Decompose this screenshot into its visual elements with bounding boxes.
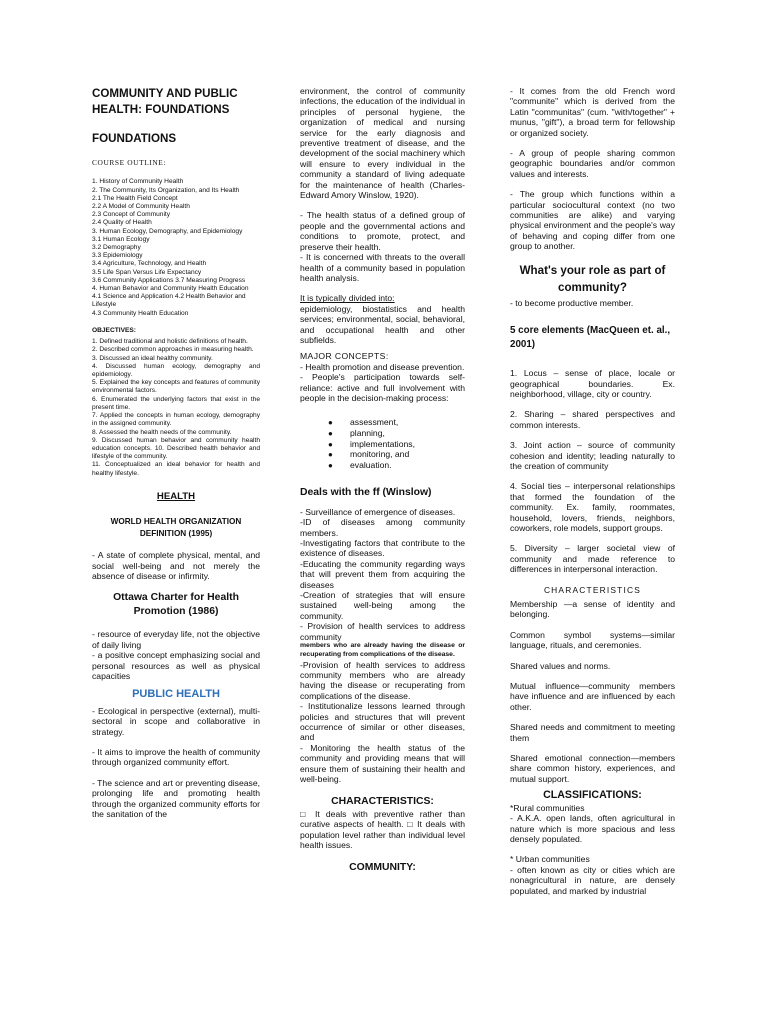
objective-item: 9. Discussed human behavior and community health education concepts. 10. Described health behavior and lifestyle of the community.	[92, 436, 260, 461]
deals-point: -Creation of strategies that will ensure sustained well-being among the community.	[300, 590, 465, 621]
outline-item: 2.3 Concept of Community	[92, 211, 171, 219]
community-definition: - The group which functions within a particular sociocultural context (no two communities are alike) and varying physical environment and the people's way of behaving and coping differ from one group to another.	[510, 189, 675, 252]
classifications-heading: CLASSIFICATIONS:	[543, 789, 642, 802]
deals-point: - Provision of health services to address community	[300, 621, 465, 642]
community-origin: - It comes from the old French word "communite" which is derived from the Latin "communitas" (cum. "with/together" + munus, "gift"), a broad term for fellowship or organized society.	[510, 86, 675, 138]
who-definition: - A state of complete physical, mental, and social well-being and not merely the absence of disease or infirmity.	[92, 550, 260, 581]
major-concepts-heading: MAJOR CONCEPTS:	[300, 351, 389, 362]
divided-text: epidemiology, biostatistics and health services; environmental, social, behavioral, and occupational health and other subfields.	[300, 303, 465, 345]
characteristic-item: Membership —a sense of identity and belonging.	[510, 599, 675, 620]
characteristics-heading: CHARACTERISTICS	[543, 584, 642, 595]
bullet-icon: ●	[328, 428, 333, 438]
community-definition: - A group of people sharing common geographic boundaries and/or common values and interests.	[510, 148, 675, 179]
outline-item: 3.2 Demography	[92, 244, 141, 252]
objectives-heading: OBJECTIVES:	[92, 326, 136, 334]
divided-label: It is typically divided into:	[300, 293, 395, 304]
list-item: ● evaluation.	[328, 459, 392, 470]
deals-point: -ID of diseases among community members.	[300, 517, 465, 538]
bullet-icon: ●	[328, 450, 333, 460]
section-foundations: FOUNDATIONS	[92, 132, 177, 145]
objective-item: 7. Applied the concepts in human ecology, demography in the assigned community.	[92, 412, 260, 428]
characteristic-item: Mutual influence—community members have influence and are influenced by each other.	[510, 681, 675, 712]
rural-text: - A.K.A. open lands, often agricultural in nature which is more spacious and less densely populated.	[510, 813, 675, 844]
deals-point: -Investigating factors that contribute to the existence of diseases.	[300, 537, 465, 559]
objective-item: 3. Discussed an ideal healthy community.	[92, 354, 213, 362]
core-element: 5. Diversity – larger societal view of community and made reference to differences in interpersonal interaction.	[510, 543, 675, 575]
deals-point: - Monitoring the health status of the community and providing means that will ensure them of sustaining their health and well-being.	[300, 742, 465, 785]
characteristic-item: Common symbol systems—similar language, rituals, and ceremonies.	[510, 629, 675, 651]
winslow-definition: environment, the control of community infections, the education of the individual in principles of personal hygiene, the organization of medical and nursing service for the early diagnosis and preventive treatment of disease, and the development of the social machinery which will ensure to every individual in the community a standard of living adequate for the maintenance of health (Charles-Edward Amory Winslow, 1920).	[300, 86, 465, 201]
deals-point: members who are already having the disease or recuperating from complications of the disease.	[300, 642, 465, 658]
health-heading: HEALTH	[156, 490, 196, 502]
role-heading: What's your role as part of community?	[519, 263, 666, 294]
urban-label: * Urban communities	[510, 854, 590, 865]
rural-label: *Rural communities	[510, 802, 585, 813]
core-element: 3. Joint action – source of community cohesion and identity; leading naturally to the creation of community	[510, 440, 675, 471]
outline-item: 2.2 A Model of Community Health	[92, 203, 190, 211]
bullet-icon: ●	[328, 460, 333, 470]
major-concept-point: - Health promotion and disease prevention.	[300, 361, 465, 372]
role-answer: - to become productive member.	[510, 297, 634, 308]
deals-point: -Provision of health services to address community members who are already having the disease or recuperating from complications of the disease.	[300, 659, 465, 701]
objective-item: 11. Conceptualized an ideal behavior for health and healthy lifestyle.	[92, 461, 260, 477]
ottawa-point: - a positive concept emphasizing social and personal resources as well as physical capacities	[92, 650, 260, 681]
urban-text: - often known as city or cities which are nonagricultural in nature, are densely populated, and marked by industrial	[510, 864, 675, 896]
who-heading: WORLD HEALTH ORGANIZATION DEFINITION (1995)	[110, 517, 242, 539]
outline-item: 2. The Community, Its Organization, and Its Health	[92, 186, 240, 194]
objective-item: 6. Enumerated the underlying factors that exist in the present time.	[92, 395, 260, 411]
characteristic-item: Shared values and norms.	[510, 660, 611, 671]
course-outline-list	[92, 178, 260, 317]
objective-item: 5. Explained the key concepts and features of community environmental factors.	[92, 379, 260, 395]
core-elements-heading: 5 core elements (MacQueen et. al., 2001)	[510, 325, 671, 351]
list-item: ● implementations,	[328, 438, 415, 449]
public-health-point: - It aims to improve the health of community through organized community effort.	[92, 747, 260, 768]
outline-item: 2.4 Quality of Health	[92, 219, 152, 227]
core-element: 1. Locus – sense of place, locale or geographical boundaries. Ex. neighborhood, village, city or country.	[510, 368, 675, 399]
objective-item: 8. Assessed the health needs of the community.	[92, 428, 232, 436]
list-item: ● monitoring, and	[328, 449, 410, 460]
list-item: ● planning,	[328, 427, 385, 438]
deals-heading: Deals with the ff (Winslow)	[300, 487, 432, 499]
health-status-paragraph: - The health status of a defined group of people and the governmental actions and conditions to promote, protect, and preserve their health.	[300, 210, 465, 252]
column-3	[510, 86, 675, 896]
core-element: 4. Social ties – interpersonal relationships that formed the foundation of the community. Ex. family, roommates, household, lovers, friends, neighbors, coworkers, role models, support groups.	[510, 481, 675, 533]
process-bullet-list	[328, 417, 465, 470]
characteristic-item: Shared needs and commitment to meeting them	[510, 722, 675, 743]
document-title: COMMUNITY AND PUBLIC HEALTH: FOUNDATIONS	[92, 87, 238, 116]
objective-item: 1. Defined traditional and holistic definitions of health.	[92, 338, 248, 346]
public-health-point: - Ecological in perspective (external), multi-sectoral in scope and collaborative in strategy.	[92, 705, 260, 737]
ottawa-point: - resource of everyday life, not the objective of daily living	[92, 629, 260, 650]
objective-item: 4. Discussed human ecology, demography and epidemiology.	[92, 362, 260, 379]
public-health-heading: PUBLIC HEALTH	[132, 688, 220, 701]
core-element: 2. Sharing – shared perspectives and common interests.	[510, 409, 675, 430]
outline-item: 4. Human Behavior and Community Health Education	[92, 285, 249, 293]
community-heading: COMMUNITY:	[349, 861, 416, 873]
outline-item: 4.3 Community Health Education	[92, 309, 189, 317]
outline-item: 1. History of Community Health	[92, 178, 184, 186]
outline-item: 2.1 The Health Field Concept	[92, 194, 178, 202]
bullet-icon: ●	[328, 439, 333, 449]
characteristic-item: Shared emotional connection—members share common history, experiences, and mutual support.	[510, 753, 675, 784]
objective-item: 2. Described common approaches in measuring health.	[92, 346, 254, 354]
outline-item: 3. Human Ecology, Demography, and Epidemiology	[92, 227, 243, 235]
outline-item: 3.6 Community Applications 3.7 Measuring Progress	[92, 276, 246, 284]
list-item: ● assessment,	[328, 417, 399, 428]
column-2	[300, 86, 465, 873]
public-health-point: - The science and art or preventing disease, prolonging life and promoting health through the organized community efforts for the sanitation of the	[92, 777, 260, 820]
characteristics-text: □ It deals with preventive rather than curative aspects of health. □ It deals with population level rather than individual level health issues.	[300, 808, 465, 851]
course-outline-heading: COURSE OUTLINE:	[92, 158, 167, 167]
outline-item: 3.1 Human Ecology	[92, 235, 150, 243]
column-1	[92, 86, 260, 819]
outline-item: 3.4 Agriculture, Technology, and Health	[92, 260, 207, 268]
objectives-list	[92, 338, 260, 477]
bullet-icon: ●	[328, 418, 333, 428]
deals-point: - Surveillance of emergence of diseases.	[300, 506, 456, 517]
outline-item: 3.5 Life Span Versus Life Expectancy	[92, 268, 202, 276]
ottawa-heading: Ottawa Charter for Health Promotion (1986)	[113, 592, 239, 618]
threats-paragraph: - It is concerned with threats to the overall health of a community based in population health analysis.	[300, 252, 465, 283]
major-concept-point: - People's participation towards self-reliance: active and full involvement with people in the decision-making process:	[300, 372, 465, 403]
characteristics-heading: CHARACTERISTICS:	[331, 795, 434, 807]
outline-item: 3.3 Epidemiology	[92, 252, 143, 260]
outline-item: 4.1 Science and Application 4.2 Health Behavior and Lifestyle	[92, 293, 246, 309]
deals-point: - Institutionalize lessons learned through policies and structures that will prevent occurrence of similar or other diseases, and	[300, 701, 465, 743]
deals-point: -Educating the community regarding ways that will prevent them from acquiring the diseases	[300, 558, 465, 590]
